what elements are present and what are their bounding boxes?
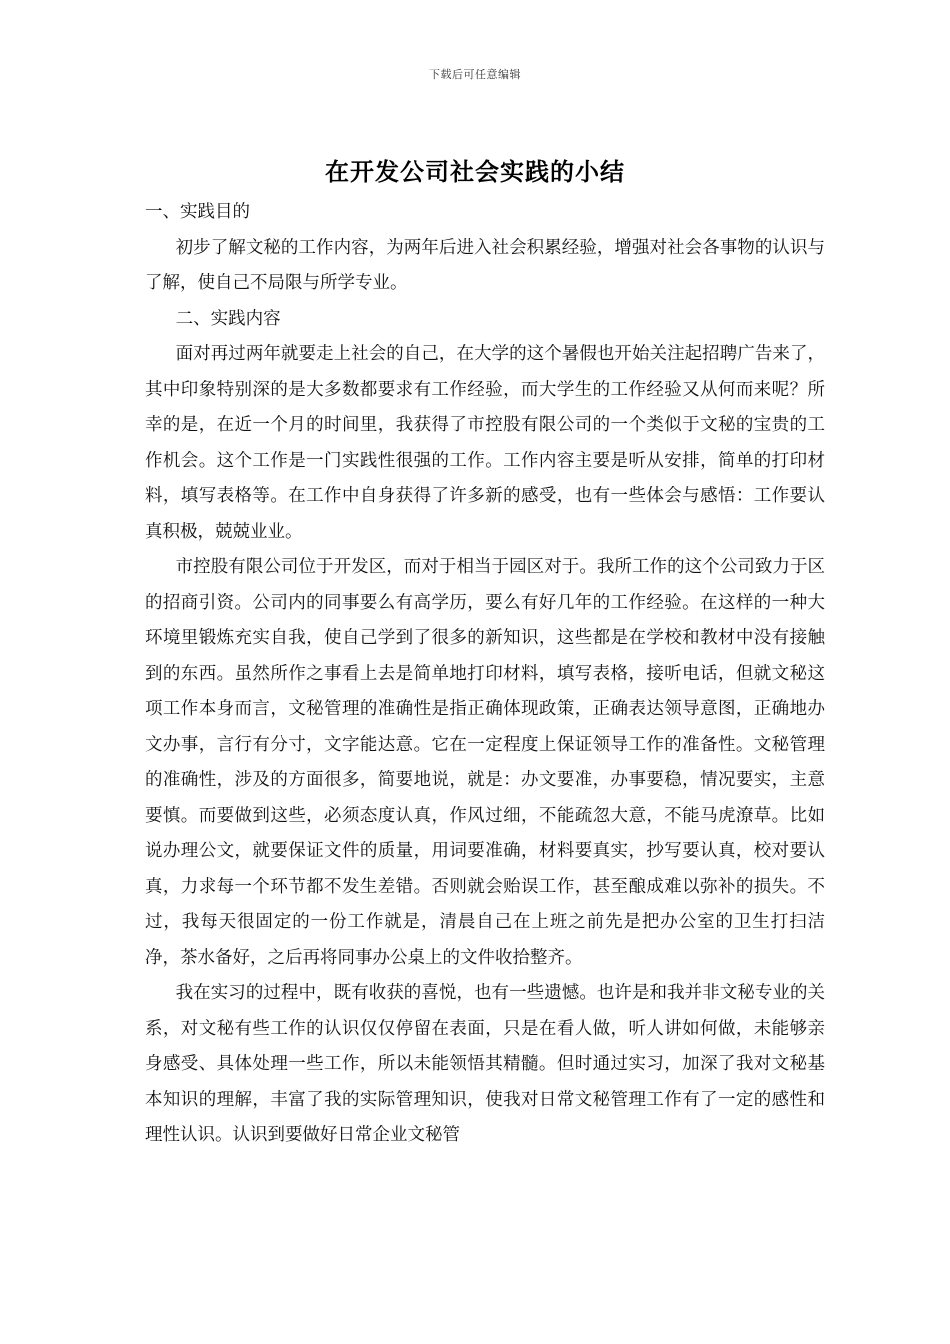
paragraph-content-3: 我在实习的过程中，既有收获的喜悦，也有一些遗憾。也许是和我并非文秘专业的关系，对文秘有些工作的认识仅仅停留在表面，只是在看人做，听人讲如何做，未能够亲身感受、具体处理一些工作，所以未能领悟其精髓。但时通过实习，加深了我对文秘基本知识的理解，丰富了我的实际管理知识，使我对日常文秘管理工作有了一定的感性和理性认识。认识到要做好日常企业文秘管 [145, 983, 825, 1145]
document-title: 在开发公司社会实践的小结 [325, 157, 625, 186]
paragraph-content-2: 市控股有限公司位于开发区，而对于相当于园区对于。我所工作的这个公司致力于区的招商引资。公司内的同事要么有高学历，要么有好几年的工作经验。在这样的一种大环境里锻炼充实自我，使自己学到了很多的新知识，这些都是在学校和教材中没有接触到的东西。虽然所作之事看上去是简单地打印材料，填写表格，接听电话，但就文秘这项工作本身而言，文秘管理的准确性是指正确体现政策，正确表达领导意图，正确地办文办事，言行有分寸，文字能达意。它在一定程度上保证领导工作的准备性。文秘管理的准确性，涉及的方面很多，简要地说，就是：办文要准，办事要稳，情况要实，主意要慎。而要做到这些，必须态度认真，作风过细，不能疏忽大意，不能马虎潦草。比如说办理公文，就要保证文件的质量，用词要准确，材料要真实，抄写要认真，校对要认真，力求每一个环节都不发生差错。否则就会贻误工作，甚至酿成难以弥补的损失。不过，我每天很固定的一份工作就是，清晨自己在上班之前先是把办公室的卫生打扫洁净，茶水备好，之后再将同事办公桌上的文件收拾整齐。 [145, 557, 825, 968]
paragraph-purpose: 初步了解文秘的工作内容，为两年后进入社会积累经验，增强对社会各事物的认识与了解，使自己不局限与所学专业。 [145, 237, 825, 293]
document-body [145, 195, 825, 1154]
paragraph-content-1: 面对再过两年就要走上社会的自己，在大学的这个暑假也开始关注起招聘广告来了，其中印象特别深的是大多数都要求有工作经验，而大学生的工作经验又从何而来呢？所幸的是，在近一个月的时间里，我获得了市控股有限公司的一个类似于文秘的宝贵的工作机会。这个工作是一门实践性很强的工作。工作内容主要是听从安排，简单的打印材料，填写表格等。在工作中自身获得了许多新的感受，也有一些体会与感悟：工作要认真积极，兢兢业业。 [145, 344, 825, 542]
header-note: 下载后可任意编辑 [429, 68, 521, 81]
section-heading-purpose: 一、实践目的 [145, 202, 250, 222]
section-heading-content: 二、实践内容 [175, 308, 281, 329]
